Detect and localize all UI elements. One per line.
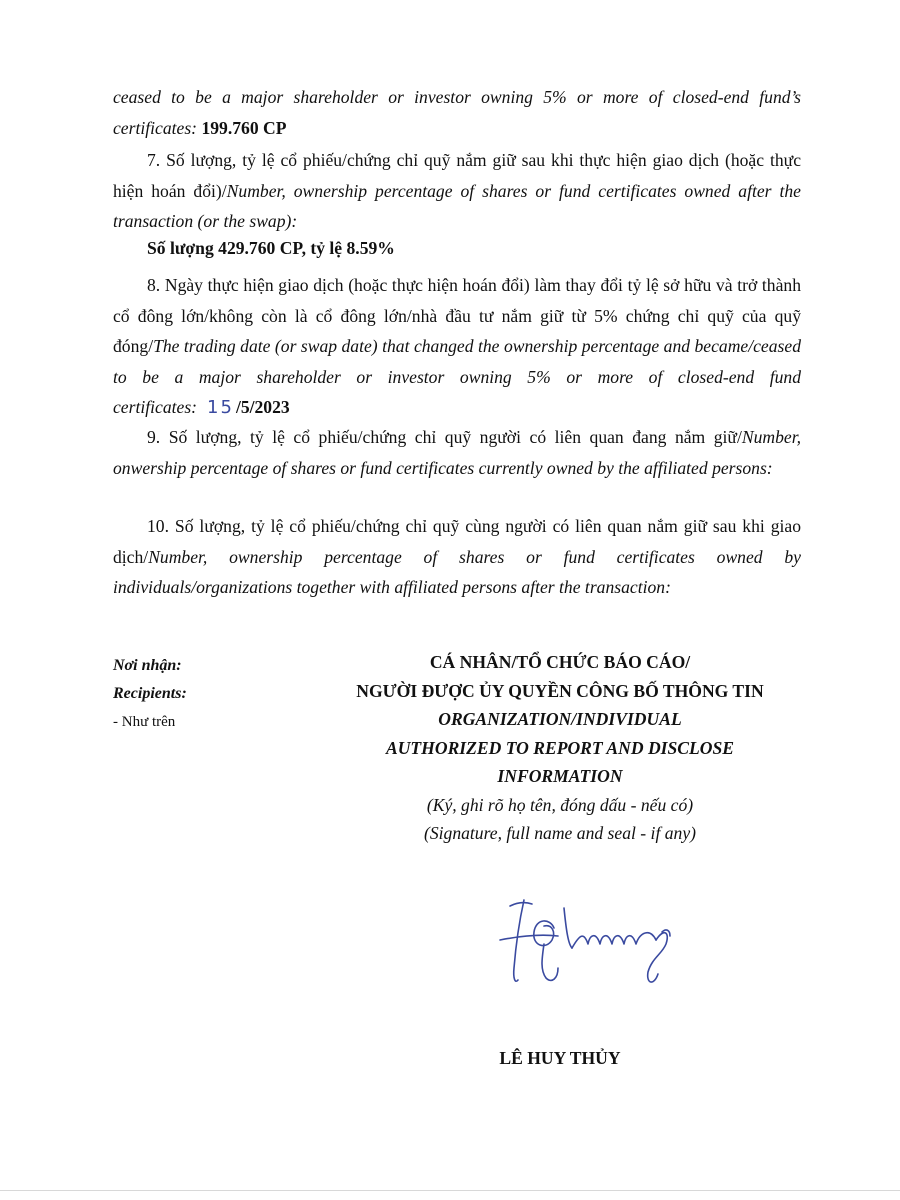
recipients-block — [113, 652, 187, 736]
page-bottom-edge — [0, 1190, 900, 1191]
p9-english-text: Number, onwership percentage of shares or fund certificates currently owned by the affiliated persons: — [113, 427, 801, 478]
signatory-block — [300, 648, 820, 848]
paragraph-intro — [113, 82, 801, 143]
intro-english-text: ceased to be a major shareholder or investor owning 5% or more of closed-end fund’s certificates: — [113, 87, 801, 138]
recipients-item: - Như trên — [113, 714, 176, 730]
paragraph-9 — [113, 422, 801, 483]
intro-value: 199.760 CP — [201, 117, 287, 138]
p10-english-text: Number, ownership percentage of shares or fund certificates owned by individuals/organizations together with affiliated persons after the transaction: — [113, 546, 801, 597]
handwritten-signature-icon — [480, 888, 700, 998]
signatory-title-2: NGƯỜI ĐƯỢC ỦY QUYỀN CÔNG BỐ THÔNG TIN — [356, 680, 764, 701]
signatory-note-en: (Signature, full name and seal - if any) — [423, 823, 696, 843]
p9-vietnamese-text: 9. Số lượng, tỷ lệ cổ phiếu/chứng chỉ quỹ người có liên quan đang nắm giữ/ — [147, 427, 742, 447]
signatory-title-3: ORGANIZATION/INDIVIDUAL — [438, 709, 682, 729]
handwritten-day: 15 — [207, 397, 234, 418]
signatory-title-1: CÁ NHÂN/TỔ CHỨC BÁO CÁO/ — [429, 652, 691, 672]
recipients-label-vi: Nơi nhận: — [113, 657, 182, 674]
date-rest: /5/2023 — [235, 397, 290, 417]
p8-vietnamese-text: 8. Ngày thực hiện giao dịch (hoặc thực hiện hoán đổi) làm thay đổi tỷ lệ sở hữu và trở thành cổ đông lớn/không còn là cổ đông lớn/nhà đầu tư nắm giữ từ 5% chứng chỉ quỹ của quỹ đóng/ — [113, 275, 801, 356]
p7-english-text: Number, ownership percentage of shares or fund certificates owned after the transaction (or the swap): — [113, 180, 801, 231]
paragraph-7 — [113, 145, 801, 237]
p7-vietnamese-text: 7. Số lượng, tỷ lệ cổ phiếu/chứng chỉ quỹ nắm giữ sau khi thực hiện giao dịch (hoặc thực hiện hoán đổi)/ — [113, 150, 801, 201]
signatory-title-5: INFORMATION — [497, 766, 623, 786]
p10-vietnamese-text: 10. Số lượng, tỷ lệ cổ phiếu/chứng chỉ quỹ cùng người có liên quan nắm giữ sau khi giao dịch/ — [113, 516, 801, 567]
p7-value: Số lượng 429.760 CP, tỷ lệ 8.59% — [147, 238, 395, 258]
paragraph-8 — [113, 270, 801, 424]
paragraph-10 — [113, 511, 801, 603]
p8-english-text: The trading date (or swap date) that changed the ownership percentage and became/ceased to be a major shareholder or investor owning 5% or more of closed-end fund certificates: — [113, 336, 801, 417]
signatory-title-4: AUTHORIZED TO REPORT AND DISCLOSE — [385, 737, 735, 758]
signer-name: LÊ HUY THỦY — [499, 1048, 621, 1068]
recipients-label-en: Recipients: — [113, 685, 187, 702]
signatory-note-vi: (Ký, ghi rõ họ tên, đóng dấu - nếu có) — [426, 794, 694, 815]
